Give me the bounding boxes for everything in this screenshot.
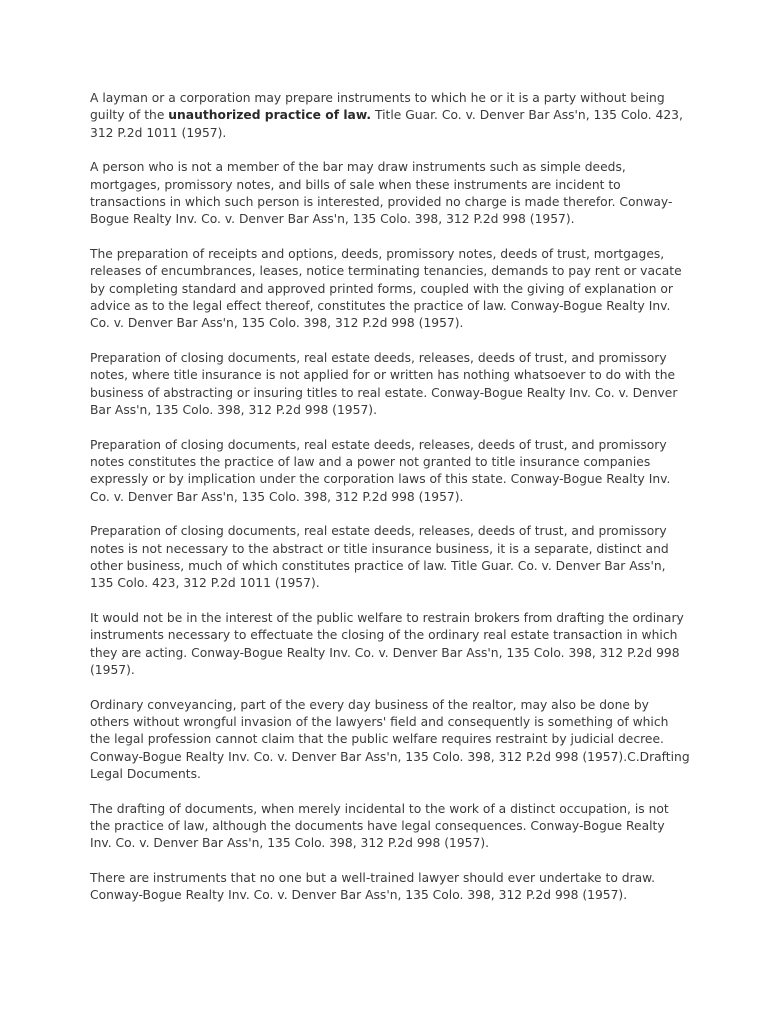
paragraph-2: A person who is not a member of the bar may draw instruments such as simple deeds, mortgages, promissory notes, and bills of sale when these instruments are incident to transactions in which such person is interested, provided no charge is made therefor. Conway-Bogue Realty Inv. Co. v. Denver Bar Ass'n, 135 Colo. 398, 312 P.2d 998 (1957). — [90, 160, 673, 227]
paragraph-6: Preparation of closing documents, real estate deeds, releases, deeds of trust, and promissory notes is not necessary to the abstract or title insurance business, it is a separate, distinct and other business, much of which constitutes practice of law. Title Guar. Co. v. Denver Bar Ass'n, 135 Colo. 423, 312 P.2d 1011 (1957). — [90, 524, 669, 591]
paragraph-1-text-before: A layman or a corporation may prepare instruments to which he or it is a party without being guilty of the — [90, 91, 665, 123]
paragraph-1-text-after: Title Guar. Co. v. Denver Bar Ass'n, 135 Colo. 423, 312 P.2d 1011 (1957). — [90, 108, 683, 140]
paragraph-7: It would not be in the interest of the public welfare to restrain brokers from drafting the ordinary instruments necessary to effectuate the closing of the ordinary real estate transaction in which they are acting. Conway-Bogue Realty Inv. Co. v. Denver Bar Ass'n, 135 Colo. 398, 312 P.2d 998 (1957). — [90, 611, 684, 678]
document-page — [90, 90, 690, 922]
paragraph-3: The preparation of receipts and options, deeds, promissory notes, deeds of trust, mortgages, releases of encumbrances, leases, notice terminating tenancies, demands to pay rent or vacate by completing standard and approved printed forms, coupled with the giving of explanation or advice as to the legal effect thereof, constitutes the practice of law. Conway-Bogue Realty Inv. Co. v. Denver Bar Ass'n, 135 Colo. 398, 312 P.2d 998 (1957). — [90, 247, 682, 331]
paragraph-5: Preparation of closing documents, real estate deeds, releases, deeds of trust, and promissory notes constitutes the practice of law and a power not granted to title insurance companies expressly or by implication under the corporation laws of this state. Conway-Bogue Realty Inv. Co. v. Denver Bar Ass'n, 135 Colo. 398, 312 P.2d 998 (1957). — [90, 437, 671, 504]
paragraph-1-bold-term: unauthorized practice of law. — [168, 108, 372, 123]
paragraph-8: Ordinary conveyancing, part of the every day business of the realtor, may also be done by others without wrongful invasion of the lawyers' field and consequently is something of which the legal profession cannot claim that the public welfare requires restraint by judicial decree. Conway-Bogue Realty Inv. Co. v. Denver Bar Ass'n, 135 Colo. 398, 312 P.2d 998 (1957).C.Drafting Legal Documents. — [90, 697, 690, 781]
paragraph-9: The drafting of documents, when merely incidental to the work of a distinct occupation, is not the practice of law, although the documents have legal consequences. Conway-Bogue Realty Inv. Co. v. Denver Bar Ass'n, 135 Colo. 398, 312 P.2d 998 (1957). — [90, 801, 669, 851]
paragraph-10: There are instruments that no one but a well-trained lawyer should ever undertake to draw. Conway-Bogue Realty Inv. Co. v. Denver Bar Ass'n, 135 Colo. 398, 312 P.2d 998 (1957). — [90, 871, 656, 903]
paragraph-4: Preparation of closing documents, real estate deeds, releases, deeds of trust, and promissory notes, where title insurance is not applied for or written has nothing whatsoever to do with the business of abstracting or insuring titles to real estate. Conway-Bogue Realty Inv. Co. v. Denver Bar Ass'n, 135 Colo. 398, 312 P.2d 998 (1957). — [90, 351, 678, 417]
paragraph-1 — [90, 90, 690, 142]
